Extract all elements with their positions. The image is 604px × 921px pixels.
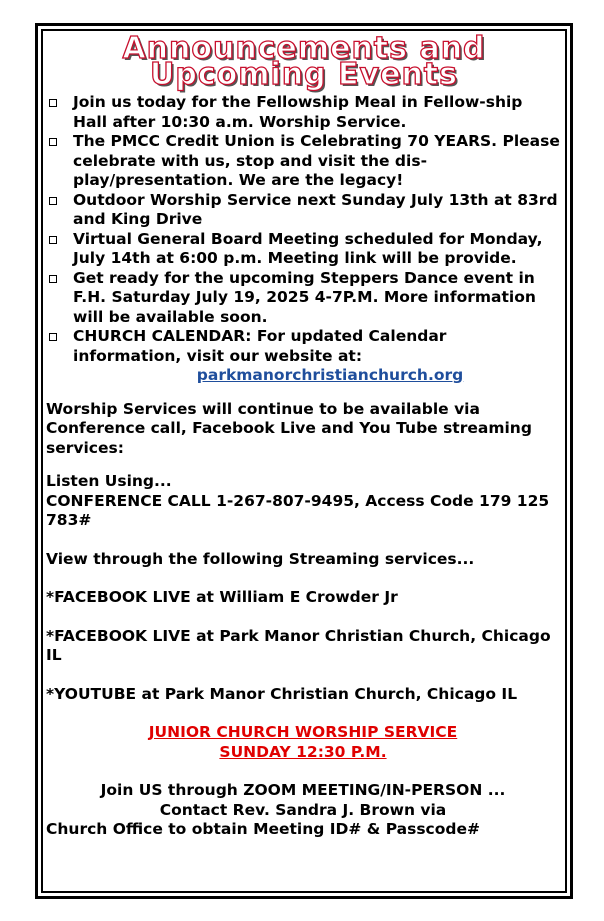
checkbox-bullet-icon <box>49 236 57 244</box>
checkbox-bullet-icon <box>49 197 57 205</box>
view-label: View through the following Streaming services... <box>46 549 475 568</box>
youtube-church: *YOUTUBE at Park Manor Christian Church, Chicago IL <box>46 684 518 703</box>
spacer <box>46 569 560 588</box>
page-title <box>44 31 564 92</box>
announcement-text: Join us today for the Fellowship Meal in Fellow-ship Hall after 10:30 a.m. Worship Service. <box>73 93 523 131</box>
list-item <box>46 191 560 230</box>
spacer <box>46 666 560 685</box>
spacer <box>46 531 560 550</box>
list-item <box>46 132 560 191</box>
list-item <box>46 230 560 269</box>
conference-call: CONFERENCE CALL 1-267-807-9495, Access Code 179 125 783# <box>46 491 550 529</box>
title-line-2: Upcoming Events <box>150 57 458 92</box>
announcement-text: CHURCH CALENDAR: For updated Calendar information, visit our website at: <box>73 327 447 365</box>
listen-label: Listen Using... <box>46 472 172 490</box>
junior-church-time: SUNDAY 12:30 P.M. <box>219 742 387 761</box>
spacer <box>46 704 560 723</box>
spacer <box>46 386 560 400</box>
website-link-line <box>46 366 560 386</box>
zoom-line-1: Join US through ZOOM MEETING/IN-PERSON ... <box>100 781 506 799</box>
list-item <box>46 327 560 366</box>
junior-church-title: JUNIOR CHURCH WORSHIP SERVICE <box>148 723 458 741</box>
announcement-text: The PMCC Credit Union is Celebrating 70 YEARS. Please celebrate with us, stop and visit the dis-play/presentation. We are the legacy! <box>73 132 560 189</box>
title-line-1: Announcements and <box>122 31 486 66</box>
checkbox-bullet-icon <box>49 99 57 107</box>
checkbox-bullet-icon <box>49 275 57 283</box>
spacer <box>46 458 560 472</box>
announcement-content <box>46 93 560 840</box>
announcement-text: Virtual General Board Meeting scheduled for Monday, July 14th at 6:00 p.m. Meeting link will be provide. <box>73 229 543 267</box>
spacer <box>46 608 560 627</box>
spacer <box>46 762 560 781</box>
list-item <box>46 269 560 328</box>
zoom-line-2: Contact Rev. Sandra J. Brown via <box>159 800 447 819</box>
facebook-live-church: *FACEBOOK LIVE at Park Manor Christian Church, Chicago IL <box>46 626 551 664</box>
list-item <box>46 93 560 132</box>
announcement-list <box>46 93 560 366</box>
facebook-live-crowder: *FACEBOOK LIVE at William E Crowder Jr <box>46 588 398 606</box>
announcement-text: Outdoor Worship Service next Sunday July 13th at 83rd and King Drive <box>73 190 558 228</box>
announcement-text: Get ready for the upcoming Steppers Dance event in F.H. Saturday July 19, 2025 4-7P.M. More information will be available soon. <box>73 268 536 326</box>
website-link[interactable]: parkmanorchristianchurch.org <box>196 366 464 384</box>
zoom-line-3: Church Office to obtain Meeting ID# & Passcode# <box>46 820 480 838</box>
checkbox-bullet-icon <box>49 138 57 146</box>
checkbox-bullet-icon <box>49 333 57 341</box>
worship-intro: Worship Services will continue to be available via Conference call, Facebook Live and You Tube streaming services: <box>46 399 532 457</box>
